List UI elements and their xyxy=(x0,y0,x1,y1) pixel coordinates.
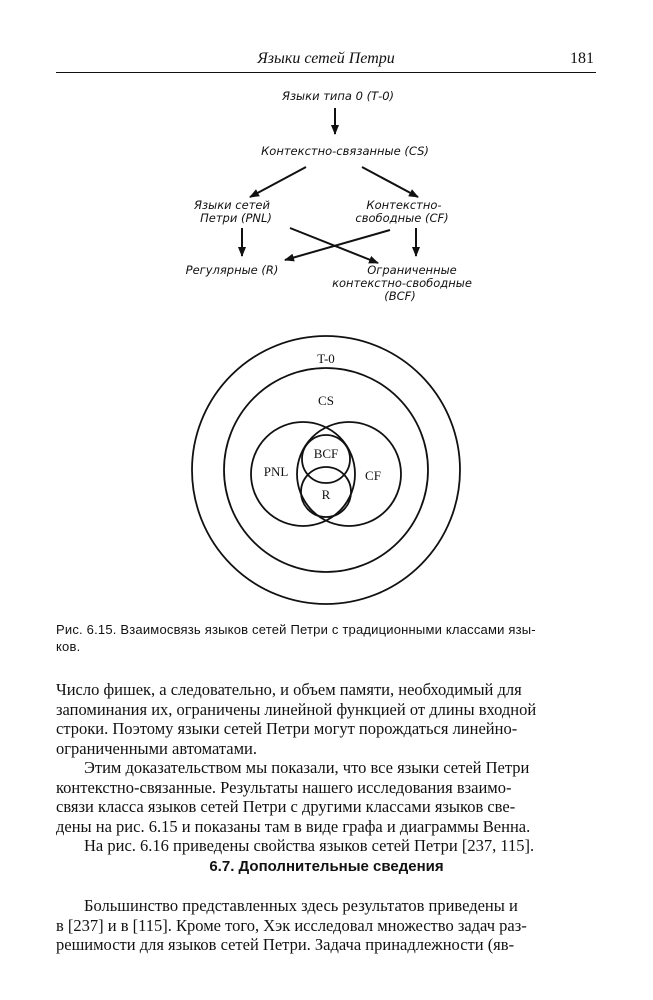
node-cs: Контекстно-связанные (CS) xyxy=(261,144,429,158)
text-line: в [237] и в [115]. Кроме того, Хэк исследовал множество задач раз- xyxy=(56,915,527,935)
paragraph-1 xyxy=(56,680,596,758)
figure-caption xyxy=(56,621,596,655)
node-bcf-line2: контекстно-свободные xyxy=(332,276,472,290)
node-cf-line1: Контекстно- xyxy=(366,198,442,212)
caption-line-1: Рис. 6.15. Взаимосвязь языков сетей Петри с традиционными классами язы- xyxy=(56,622,536,637)
venn-label-cf: CF xyxy=(365,468,381,483)
venn-label-cs: CS xyxy=(318,393,334,408)
text-line: контекстно-связанные. Результаты нашего исследования взаимо- xyxy=(56,777,512,797)
venn-circle-t0 xyxy=(192,336,460,604)
node-regular: Регулярные (R) xyxy=(185,263,279,277)
text-line: дены на рис. 6.15 и показаны там в виде графа и диаграммы Венна. xyxy=(56,816,531,836)
node-bcf-line3: (BCF) xyxy=(384,289,416,303)
running-head-title: Языки сетей Петри xyxy=(257,50,395,67)
arrow-cf-r xyxy=(285,230,390,260)
text-line: строки. Поэтому языки сетей Петри могут порождаться линейно- xyxy=(56,719,518,738)
venn-diagram xyxy=(192,336,460,604)
hierarchy-graph xyxy=(186,89,472,303)
paragraph-2 xyxy=(56,758,596,856)
node-bcf-line1: Ограниченные xyxy=(367,263,457,277)
text-line: запоминания их, ограничены линейной функцией от длины входной xyxy=(56,699,537,719)
node-type0: Языки типа 0 (Т-0) xyxy=(281,89,395,103)
venn-label-t0: T-0 xyxy=(317,351,335,366)
venn-label-pnl: PNL xyxy=(263,464,289,479)
text-line: Этим доказательством мы показали, что все языки сетей Петри xyxy=(84,758,530,777)
node-cf-line2: свободные (CF) xyxy=(355,211,449,225)
text-line: Число фишек, а следовательно, и объем памяти, необходимый для xyxy=(56,680,522,699)
arrow-cs-pnl xyxy=(250,167,306,197)
text-line: ограниченными автоматами. xyxy=(56,738,258,758)
text-line: Большинство представленных здесь результатов приведены и xyxy=(84,896,518,915)
paragraph-3 xyxy=(56,896,596,955)
text-line: связи класса языков сетей Петри с другими классами языков све- xyxy=(56,797,516,816)
node-pnl-line1: Языки сетей xyxy=(194,198,270,212)
node-pnl-line2: Петри (PNL) xyxy=(200,211,272,225)
page-number: 181 xyxy=(570,50,594,67)
venn-label-r: R xyxy=(321,487,331,502)
arrow-cs-cf xyxy=(362,167,418,197)
section-heading: 6.7. Дополнительные сведения xyxy=(209,858,444,875)
text-line: решимости для языков сетей Петри. Задача принадлежности (яв- xyxy=(56,935,515,954)
text-line: На рис. 6.16 приведены свойства языков сетей Петри [237, 115]. xyxy=(84,836,535,855)
venn-circle-cf xyxy=(297,422,401,526)
arrow-pnl-bcf xyxy=(290,228,378,263)
venn-label-bcf: BCF xyxy=(313,446,339,461)
caption-line-2: ков. xyxy=(56,639,81,654)
